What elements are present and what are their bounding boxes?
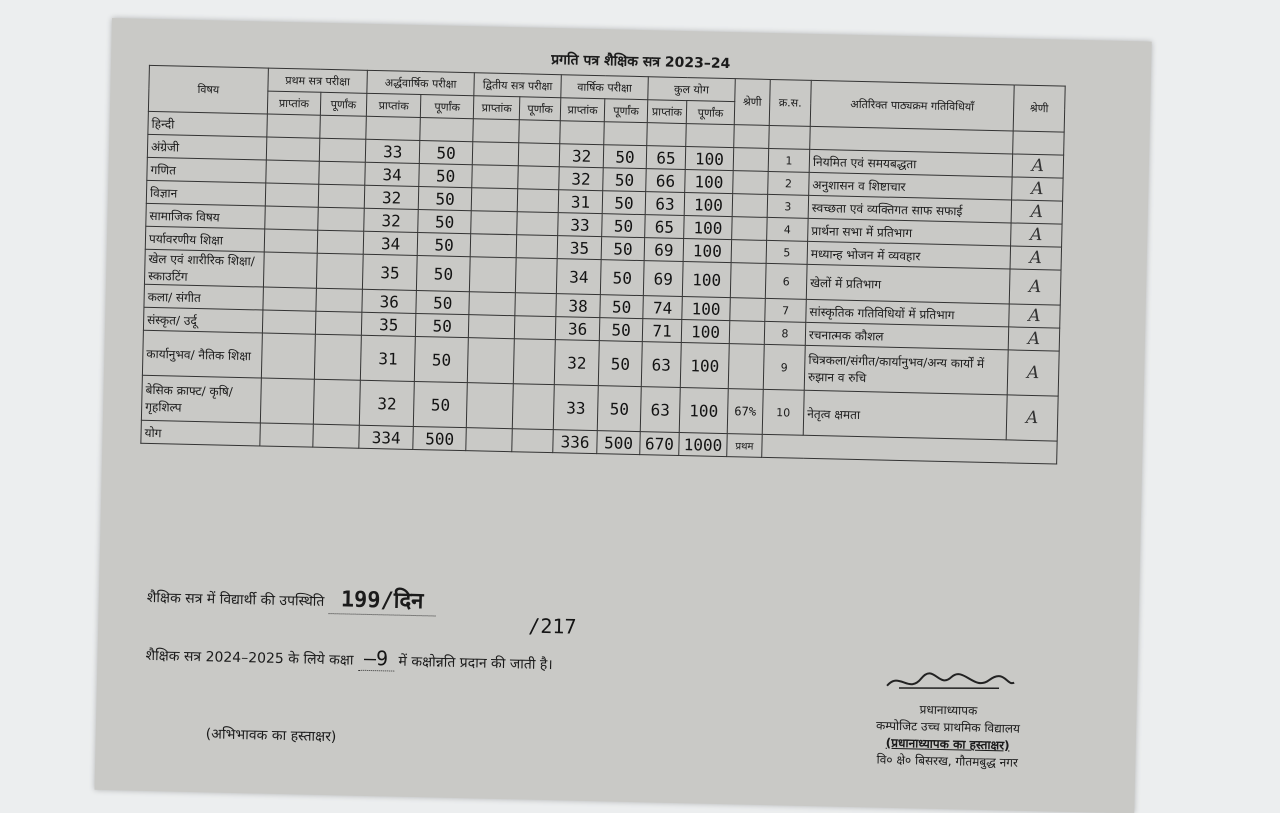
term2-obtained [466,383,513,429]
half-full: 50 [419,164,472,188]
header-activity-grade: श्रेणी [1013,85,1065,132]
subject-name: खेल एवं शारीरिक शिक्षा/स्काउटिंग [144,249,264,287]
activity-no: 4 [767,217,809,241]
totals-total-full: 1000 [679,432,727,456]
annual-obtained: 34 [556,259,601,295]
total-obtained: 69 [643,261,683,297]
principal-place: वि० क्षे० बिसरख, गौतमबुद्ध नगर [876,752,1019,770]
total-obtained [647,123,687,147]
annual-full: 50 [600,295,643,319]
hy-full-header: पूर्णांक [421,95,474,119]
marks-table [140,65,1065,465]
half-full: 50 [417,255,470,291]
term2-full [519,143,560,167]
activity-no: 5 [766,240,808,264]
subject-name: पर्यावरणीय शिक्षा [145,226,264,252]
total-full: 100 [679,387,728,433]
header-total: कुल योग [648,77,735,102]
activity-grade: A [1011,223,1063,247]
result-percent: 67% [727,389,763,435]
annual-full: 50 [602,191,645,215]
half-obtained: 34 [363,231,418,255]
header-subject: विषय [148,65,268,114]
tot-full-header: पूर्णांक [686,101,734,125]
t2-full-header: पूर्णांक [520,97,561,121]
subject-name: विज्ञान [146,180,265,206]
half-full: 50 [416,313,469,337]
term2-full [518,189,559,213]
subject-name: अंग्रेजी [147,134,266,160]
totals-grade: प्रथम [727,434,763,458]
half-obtained: 34 [365,162,420,186]
annual-obtained: 33 [553,385,598,431]
annual-full: 50 [601,237,644,261]
result-grade [731,240,767,264]
term1-obtained [265,206,318,230]
attendance-line [146,579,577,639]
term1-full [317,230,364,254]
term2-full [517,235,558,259]
header-activities: अतिरिक्त पाठ्यक्रम गतिविधियाँ [810,80,1014,131]
result-grade [732,217,768,241]
report-card-sheet [94,18,1151,813]
subject-name: बेसिक क्राफ्ट/ कृषि/ गृहशिल्प [141,375,261,423]
activity-name: नेतृत्व क्षमता [803,390,1007,440]
total-full [686,124,734,148]
half-full: 50 [418,232,471,256]
header-annual: वार्षिक परीक्षा [561,75,648,100]
term2-obtained [468,315,515,339]
annual-full: 50 [603,168,646,192]
header-sno: क्र.स. [769,79,811,126]
term1-obtained [266,160,319,184]
activity-no: 9 [763,344,805,390]
activity-no: 2 [768,171,810,195]
total-obtained: 63 [645,192,685,216]
annual-full: 50 [597,386,641,432]
half-full [420,118,473,142]
total-full: 100 [681,320,729,344]
total-obtained: 69 [644,238,684,262]
term2-obtained [473,119,520,143]
half-full: 50 [415,336,469,382]
term1-full [318,184,365,208]
term1-obtained [267,114,320,138]
activity-no: 3 [767,194,809,218]
term1-full [317,207,364,231]
report-title: प्रगति पत्र शैक्षिक सत्र 2023–24 [550,51,731,73]
term1-obtained [264,229,317,253]
activity-grade: A [1007,350,1059,396]
total-full: 100 [680,343,729,389]
half-full: 50 [418,210,471,234]
half-full: 50 [420,141,473,165]
half-full: 50 [414,381,468,427]
half-obtained [366,116,421,140]
totals-half-obtained: 334 [359,425,414,449]
annual-full: 50 [599,318,642,342]
header-halfyearly: अर्द्धवार्षिक परीक्षा [367,70,474,95]
t2-obtained-header: प्राप्तांक [473,96,520,120]
activity-no [769,125,811,149]
activity-grade: A [1006,395,1058,441]
total-full: 100 [684,193,732,217]
t1-obtained-header: प्राप्तांक [267,91,320,115]
activity-grade: A [1009,304,1061,328]
activity-name: स्वच्छता एवं व्यक्तिगत साफ सफाई [808,195,1011,223]
annual-obtained: 36 [555,317,600,341]
half-obtained: 33 [365,139,420,163]
total-full: 100 [685,170,733,194]
result-grade [730,263,766,299]
activity-name: चित्रकला/संगीत/कार्यानुभव/अन्य कार्यों में रुझान व रुचि [804,345,1008,395]
activity-name: नियमित एवं समयबद्धता [809,149,1012,177]
result-grade [728,344,764,390]
term2-obtained [471,188,518,212]
total-obtained: 65 [646,146,686,170]
activity-no: 1 [768,148,810,172]
term1-full [319,161,366,185]
activity-grade: A [1011,200,1063,224]
total-obtained: 74 [643,296,683,320]
annual-obtained: 38 [556,294,601,318]
term2-full [517,212,558,236]
subject-name: हिन्दी [148,111,267,137]
totals-half-full: 500 [413,426,466,450]
annual-obtained: 32 [559,144,604,168]
activity-grade: A [1008,327,1060,351]
term1-full [316,288,363,312]
promotion-line [145,641,553,674]
term2-full [515,293,556,317]
principal-school: कम्पोजिट उच्च प्राथमिक विद्यालय [875,718,1021,736]
annual-full: 50 [601,260,645,296]
an-full-header: पूर्णांक [604,99,647,123]
activity-grade: A [1009,269,1061,305]
term1-obtained [263,287,316,311]
subject-rows [141,111,1064,441]
half-obtained: 35 [361,312,416,336]
term2-obtained [470,234,517,258]
total-full: 100 [685,147,733,171]
half-obtained: 32 [364,208,419,232]
term1-obtained [263,252,317,288]
term1-full [320,115,367,139]
activity-name: खेलों में प्रतिभाग [806,264,1010,304]
result-grade [732,194,768,218]
term1-full [319,138,366,162]
term1-full [314,334,361,380]
activity-name: अनुशासन व शिष्टाचार [809,172,1012,200]
term1-obtained [265,183,318,207]
term2-full [518,166,559,190]
term2-obtained [472,165,519,189]
total-obtained: 63 [640,387,680,433]
term1-full [315,311,362,335]
principal-caption: (प्रधानाध्यापक का हस्ताक्षर) [885,735,1010,753]
activity-name: प्रार्थना सभा में प्रतिभाग [808,218,1011,246]
annual-obtained: 35 [557,236,602,260]
t1-full-header: पूर्णांक [320,92,367,116]
term2-obtained [472,142,519,166]
half-obtained: 35 [362,254,417,290]
activity-no: 6 [765,263,807,299]
activity-grade: A [1012,154,1064,178]
subject-name: सामाजिक विषय [146,203,265,229]
activity-no: 8 [764,321,806,345]
half-obtained: 36 [362,289,417,313]
totals-annual-full: 500 [597,431,640,455]
annual-full: 50 [602,214,645,238]
term1-full [316,253,363,289]
annual-full: 50 [603,145,646,169]
term1-obtained [261,333,315,379]
annual-obtained: 33 [558,213,603,237]
half-obtained: 32 [364,185,419,209]
half-obtained: 32 [359,380,414,426]
activity-name: रचनात्मक कौशल [805,322,1008,350]
result-grade [733,148,769,172]
result-grade [734,125,770,149]
term2-obtained [469,292,516,316]
term2-full [519,120,560,144]
subject-name: कला/ संगीत [144,284,263,310]
promotion-class: –9 [358,646,395,672]
activity-grade [1013,131,1065,155]
total-obtained: 71 [642,319,682,343]
attendance-label: शैक्षिक सत्र में विद्यार्थी की उपस्थिति [146,589,325,610]
annual-obtained: 32 [559,167,604,191]
totals-annual-obtained: 336 [553,430,598,454]
activity-grade: A [1010,246,1062,270]
subject-name: कार्यानुभव/ नैतिक शिक्षा [142,330,262,378]
term2-full [514,339,556,385]
attendance-total: /217 [528,613,577,639]
total-obtained: 63 [641,342,681,388]
term1-obtained [266,137,319,161]
principal-signature-block [875,666,1021,772]
activity-name: सांस्कृतिक गतिविधियों में प्रतिभाग [806,299,1009,327]
annual-obtained: 31 [558,190,603,214]
annual-full [604,122,647,146]
annual-full: 50 [598,341,642,387]
header-grade: श्रेणी [734,79,770,126]
totals-total-obtained: 670 [640,432,680,456]
annual-obtained: 32 [554,340,599,386]
total-full: 100 [682,262,731,298]
an-obtained-header: प्राप्तांक [560,98,605,122]
principal-signature-scribble [879,666,1020,699]
guardian-signature-label: (अभिभावक का हस्ताक्षर) [205,726,337,746]
promotion-before: शैक्षिक सत्र 2024–2025 के लिये कक्षा [145,647,354,669]
term1-obtained [260,378,314,424]
principal-designation: प्रधानाध्यापक [919,702,978,718]
annual-obtained [560,121,605,145]
activity-name: मध्यान्ह भोजन में व्यवहार [807,241,1010,269]
attendance-days: 199/दिन [329,583,436,616]
activity-grade: A [1012,177,1064,201]
total-full: 100 [682,297,730,321]
term2-full [515,316,556,340]
subject-name: गणित [147,157,266,183]
total-full: 100 [684,216,732,240]
half-full: 50 [419,187,472,211]
term2-obtained [469,257,516,293]
activity-no: 7 [765,298,807,322]
term1-full [313,379,360,425]
header-term2: द्वितीय सत्र परीक्षा [474,73,561,98]
result-grade [733,171,769,195]
tot-obtained-header: प्राप्तांक [647,100,687,124]
header-term1: प्रथम सत्र परीक्षा [268,68,367,93]
total-obtained: 65 [645,215,685,239]
term2-full [516,258,557,294]
total-full: 100 [683,239,731,263]
term2-full [513,384,555,430]
term2-obtained [467,338,514,384]
term1-obtained [262,310,315,334]
result-grade [729,321,765,345]
totals-label: योग [141,420,260,446]
half-full: 50 [416,290,469,314]
subject-name: संस्कृत/ उर्दू [143,307,262,333]
activity-no: 10 [762,389,804,435]
hy-obtained-header: प्राप्तांक [366,93,421,117]
half-obtained: 31 [360,335,415,381]
total-obtained: 66 [646,169,686,193]
promotion-after: में कक्षोन्नति प्रदान की जाती है। [398,653,553,674]
result-grade [730,298,766,322]
term2-obtained [471,211,518,235]
